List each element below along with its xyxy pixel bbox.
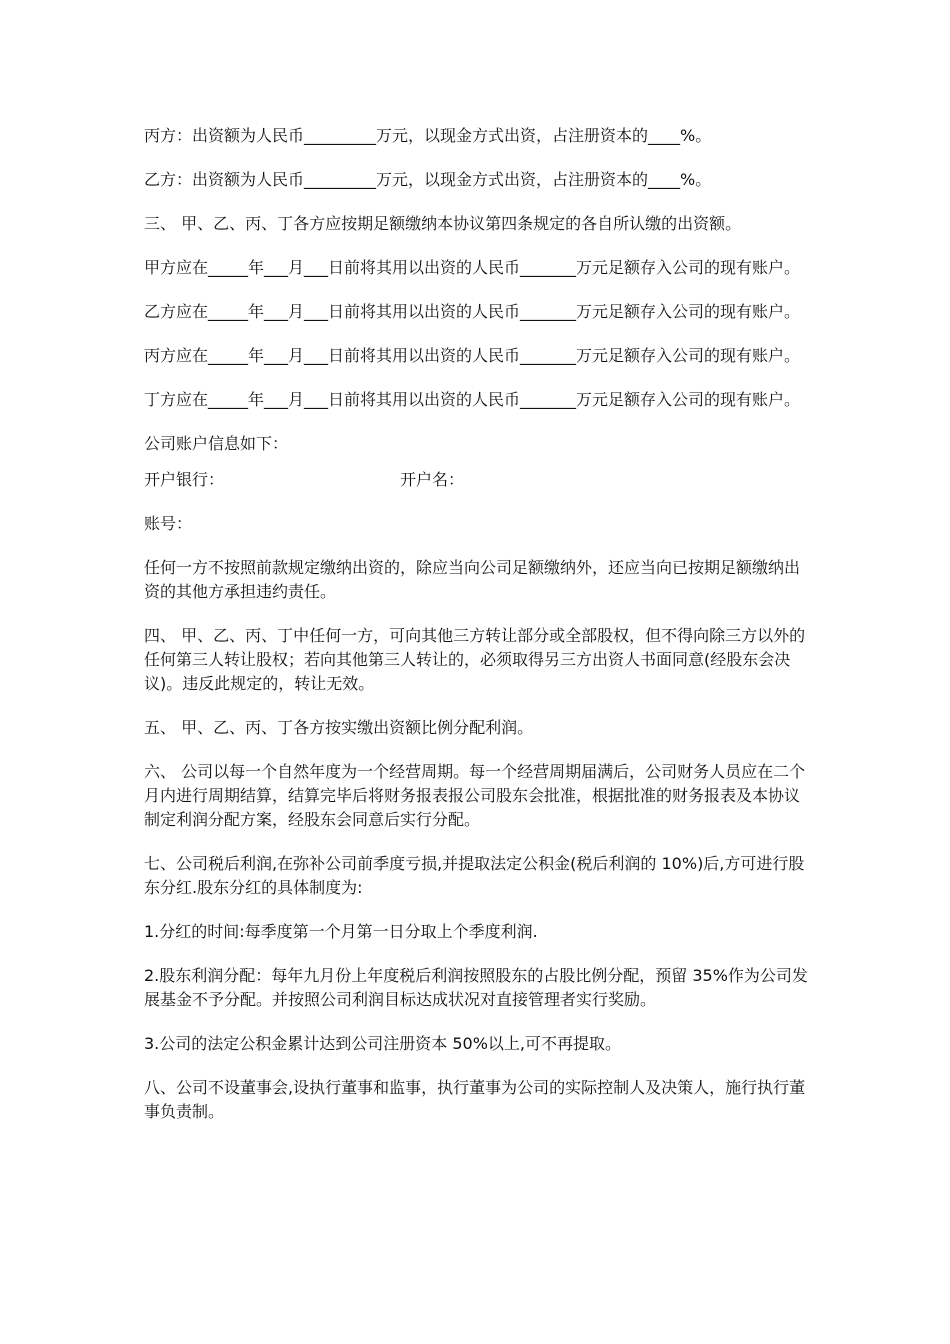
paragraph-account-info-heading: 公司账户信息如下： — [144, 434, 289, 453]
paragraph-dividend-time: 1.分红的时间:每季度第一个月第一日分取上个季度利润. — [144, 922, 538, 941]
paragraph-article-4: 四、 甲、乙、丙、丁中任何一方，可向其他三方转让部分或全部股权，但不得向除三方以外的任何第三人转让股权；若向其他第三人转让的，必须取得另三方出资人书面同意(经股东会决议)。违反此规定的，转让无效。 — [144, 626, 806, 693]
account-number-label: 账号： — [144, 514, 193, 533]
paragraph-article-5: 五、 甲、乙、丙、丁各方按实缴出资额比例分配利润。 — [144, 718, 534, 737]
paragraph-article-3: 三、 甲、乙、丙、丁各方应按期足额缴纳本协议第四条规定的各自所认缴的出资额。 — [144, 214, 742, 233]
bank-label: 开户银行： — [144, 470, 225, 489]
paragraph-ding-deposit: 丁方应在_____年___月___日前将其用以出资的人民币_______万元足额存入公司的现有账户。 — [144, 390, 801, 409]
paragraph-profit-distribution: 2.股东利润分配：每年九月份上年度税后利润按照股东的占股比例分配，预留 35%作为公司发展基金不予分配。并按照公司利润目标达成状况对直接管理者实行奖励。 — [144, 966, 808, 1009]
paragraph-yi-deposit: 乙方应在_____年___月___日前将其用以出资的人民币_______万元足额存入公司的现有账户。 — [144, 302, 801, 321]
paragraph-reserve-fund: 3.公司的法定公积金累计达到公司注册资本 50%以上,可不再提取。 — [144, 1034, 622, 1053]
paragraph-bing-capital: 丙方：出资额为人民币_________万元，以现金方式出资，占注册资本的____%。 — [144, 126, 712, 145]
paragraph-article-6: 六、 公司以每一个自然年度为一个经营周期。每一个经营周期届满后，公司财务人员应在二个月内进行周期结算，结算完毕后将财务报表报公司股东会批准，根据批准的财务报表及本协议制定利润分配方案，经股东会同意后实行分配。 — [144, 762, 806, 829]
paragraph-article-8: 八、公司不设董事会,设执行董事和监事，执行董事为公司的实际控制人及决策人，施行执行董事负责制。 — [144, 1078, 806, 1121]
paragraph-jia-deposit: 甲方应在_____年___月___日前将其用以出资的人民币_______万元足额存入公司的现有账户。 — [144, 258, 801, 277]
paragraph-yi-capital: 乙方：出资额为人民币_________万元，以现金方式出资，占注册资本的____%。 — [144, 170, 712, 189]
account-bank-row — [144, 468, 809, 492]
paragraph-article-7: 七、公司税后利润,在弥补公司前季度亏损,并提取法定公积金(税后利润的 10%)后,方可进行股东分红.股东分红的具体制度为: — [144, 854, 805, 897]
paragraph-bing-deposit: 丙方应在_____年___月___日前将其用以出资的人民币_______万元足额存入公司的现有账户。 — [144, 346, 801, 365]
document-body — [144, 124, 809, 1144]
account-name-label: 开户名： — [400, 470, 465, 489]
paragraph-breach-liability: 任何一方不按照前款规定缴纳出资的，除应当向公司足额缴纳外，还应当向已按期足额缴纳出资的其他方承担违约责任。 — [144, 558, 801, 601]
